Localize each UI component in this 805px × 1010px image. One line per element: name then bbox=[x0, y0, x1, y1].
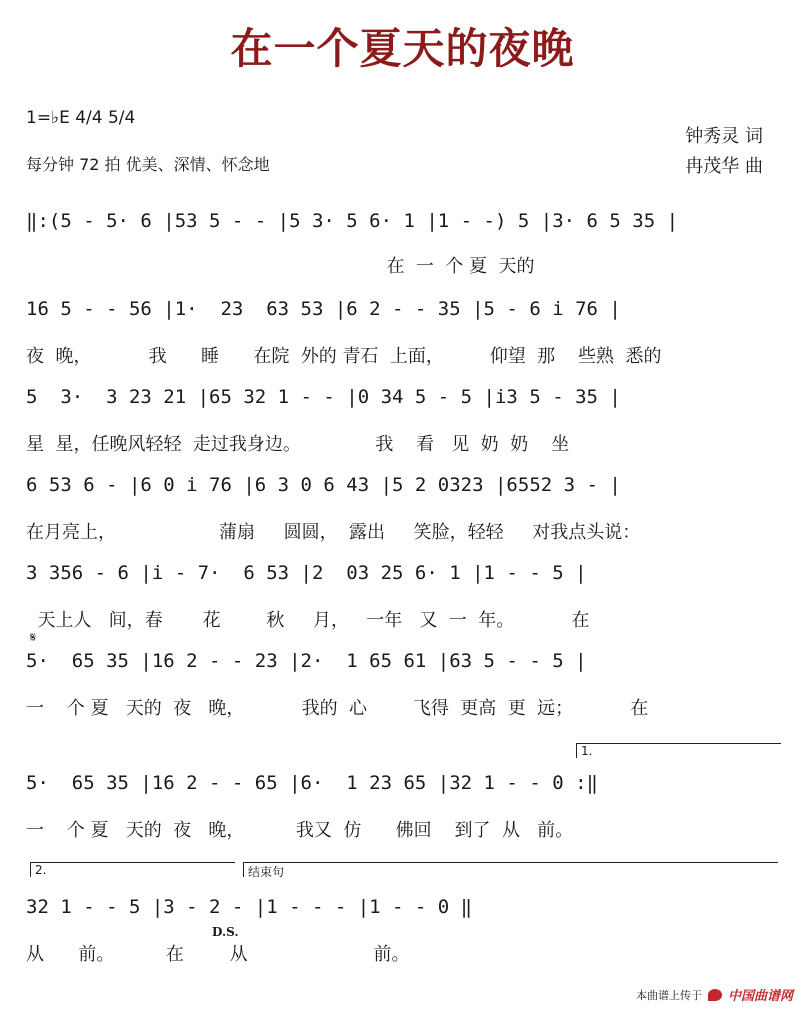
notation-line: 5· 65 35 |16 2 - - 65 |6· 1 23 65 |32 1 - - 0 :‖ bbox=[26, 772, 598, 794]
lyric-line: 夜 晚， 我 睡 在院 外的 青石 上面， 仰望 那 些熟 悉的 bbox=[26, 346, 662, 367]
footer bbox=[636, 985, 793, 1004]
notation-line: 32 1 - - 5 |3 - 2 - |1 - - - |1 - - 0 ‖ bbox=[26, 896, 473, 918]
ds-marking: D.S. bbox=[212, 925, 239, 939]
lyricist-credit: 钟秀灵 词 bbox=[685, 126, 763, 147]
notation-line: 5· 65 35 |16 2 - - 23 |2· 1 65 61 |63 5 - - 5 | bbox=[26, 650, 587, 672]
lyric-line: 从 前。 在 从 前。 bbox=[26, 944, 410, 965]
composer-credit: 冉茂华 曲 bbox=[685, 156, 763, 177]
first-ending-bracket: 1. bbox=[576, 743, 781, 758]
lyric-line: 星 星，任晚风轻轻 走过我身边。 我 看 见 奶 奶 坐 bbox=[26, 434, 570, 455]
notation-line: ‖:(5 - 5· 6 |53 5 - - |5 3· 5 6· 1 |1 - -) 5 |3· 6 5 35 | bbox=[26, 210, 679, 232]
lyric-line: 一 个 夏 天的 夜 晚， 我又 仿 佛回 到了 从 前。 bbox=[26, 820, 574, 841]
segno-mark: 𝄋 bbox=[30, 630, 37, 646]
lyric-line: 天上人 间，春 花 秋 月， 一年 又 一 年。 在 bbox=[26, 610, 590, 631]
song-title: 在一个夏天的夜晚 bbox=[230, 24, 575, 73]
notation-line: 3 356 - 6 |i - 7· 6 53 |2 03 25 6· 1 |1 - - 5 | bbox=[26, 562, 587, 584]
footer-text: 本曲谱上传于 bbox=[635, 988, 702, 1002]
notation-line: 16 5 - - 56 |1· 23 63 53 |6 2 - - 35 |5 - 6 i 76 | bbox=[26, 298, 621, 320]
lyric-line: 在 一 个 夏 天的 bbox=[26, 256, 535, 277]
notation-line: 5 3· 3 23 21 |65 32 1 - - |0 34 5 - 5 |i3 5 - 35 | bbox=[26, 386, 621, 408]
key-signature: 1=♭E 4/4 5/4 bbox=[26, 108, 136, 128]
coda-bracket: 结束句 bbox=[243, 862, 778, 877]
site-brand[interactable]: 中国曲谱网 bbox=[727, 989, 793, 1004]
second-ending-bracket: 2. bbox=[30, 862, 235, 877]
tempo-marking: 每分钟 72 拍 优美、深情、怀念地 bbox=[26, 155, 270, 174]
lyric-line: 在月亮上， 蒲扇 圆圆， 露出 笑脸，轻轻 对我点头说： bbox=[26, 522, 641, 543]
site-logo-icon bbox=[708, 989, 722, 1001]
notation-line: 6 53 6 - |6 0 i 76 |6 3 0 6 43 |5 2 0323 |6552 3 - | bbox=[26, 474, 621, 496]
lyric-line: 一 个 夏 天的 夜 晚， 我的 心 飞得 更高 更 远； 在 bbox=[26, 698, 649, 719]
